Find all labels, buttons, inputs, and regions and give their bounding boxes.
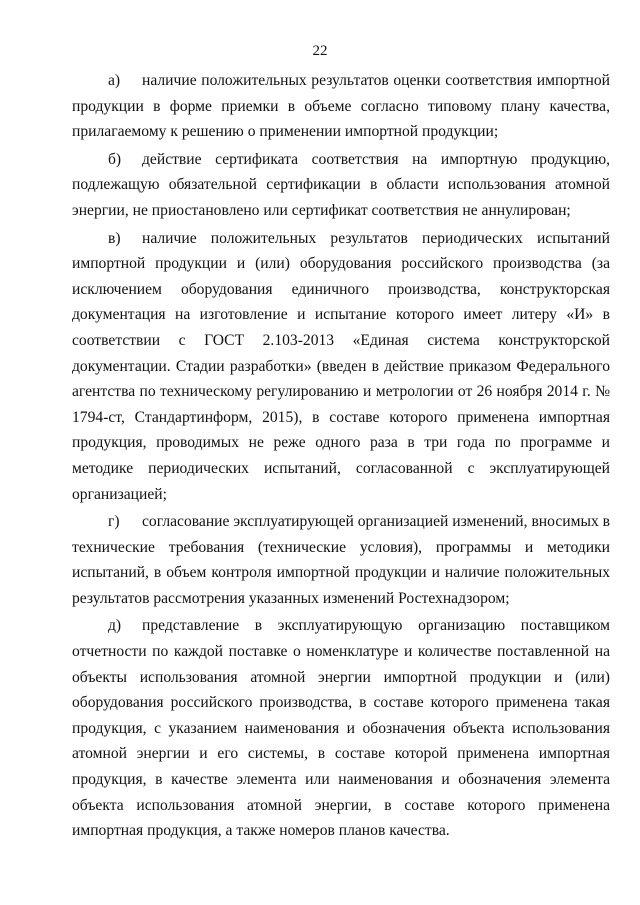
list-item-text: представление в эксплуатирующую организацию поставщиком отчетности по каждой поставке о номенклатуре и количестве поставленной на объекты использования атомной энергии импортной продукции и (или) оборудования российского производства, в составе которого применена такая продукция, с указанием наименования и обозначения объекта использования атомной энергии и его системы, в составе которой применена импортная продукция, в качестве элемента или наименования и обозначения элемента объекта использования атомной энергии, в составе которого применена импортная продукция, а также номеров планов качества. xyxy=(72,617,610,840)
list-item-text: наличие положительных результатов периодических испытаний импортной продукции и (или) оборудования российского производства (за исключением оборудования единичного производства, конструкторская документация на изготовление и испытание которого имеет литеру «И» в соответствии с ГОСТ 2.103-2013 «Единая система конструкторской документации. Стадии разработки» (введен в действие приказом Федерального агентства по техническому регулированию и метрологии от 26 ноября 2014 г. № 1794-ст, Стандартинформ, 2015), в составе которого применена импортная продукция, проводимых не реже одного раза в три года по программе и методике периодических испытаний, согласованной с эксплуатирующей организацией; xyxy=(72,229,610,503)
list-item-text: согласование эксплуатирующей организацией изменений, вносимых в технические требования (технические условия), программы и методики испытаний, в объем контроля импортной продукции и наличие положительных результатов рассмотрения указанных изменений Ростехнадзором; xyxy=(72,513,611,607)
list-item-d xyxy=(72,613,610,843)
list-item-g xyxy=(72,509,610,611)
list-item-text: действие сертификата соответствия на импортную продукцию, подлежащую обязательной сертификации в области использования атомной энергии, не приостановлено или сертификат соответствия не аннулирован; xyxy=(72,150,610,219)
list-item-v xyxy=(72,226,610,508)
list-item-letter: а) xyxy=(108,72,121,89)
list-item-b xyxy=(72,147,610,224)
list-item-a xyxy=(72,68,610,145)
list-item-letter: в) xyxy=(108,229,121,247)
list-item-text: наличие положительных результатов оценки соответствия импортной продукции в форме приемки в объеме согласно типовому плану качества, прилагаемому к решению о применении импортной продукции; xyxy=(72,72,610,141)
list-item-letter: б) xyxy=(108,150,122,168)
page-number: 22 xyxy=(312,43,328,59)
list-item-letter: д) xyxy=(108,617,122,635)
document-body xyxy=(72,68,610,846)
list-item-letter: г) xyxy=(108,513,120,531)
